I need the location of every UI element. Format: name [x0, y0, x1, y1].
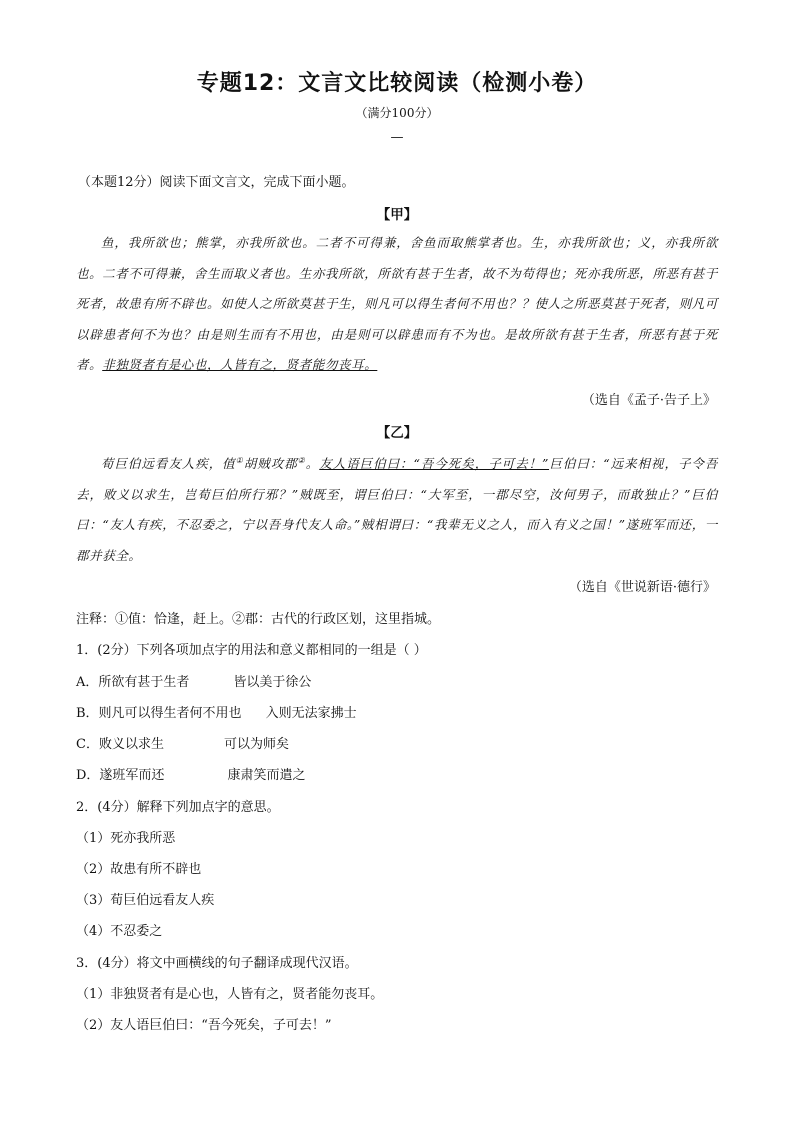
option-text: A．所欲有甚于生者 [76, 675, 190, 690]
q2-item-4: （4）不忍委之 [76, 924, 163, 939]
option-text: D．遂班军而还 [76, 768, 165, 783]
passage-b-part: 。 [305, 456, 320, 472]
option-text: B．则凡可以得生者何不用也 [76, 706, 242, 721]
q1-option-d [76, 764, 305, 783]
full-score: （满分100分） [355, 106, 439, 120]
option-text: C．败义以求生 [76, 737, 164, 752]
q2-item-2: （2）故患有所不辟也 [76, 862, 202, 877]
option-text: 皆以美于徐公 [233, 675, 312, 690]
passage-b-part: 巨伯曰：“远来相视，子令吾去，败义以求生，岂荀巨伯所行邪？”贼既至，谓巨伯曰：“大军至，一郡尽空，汝何男子，而敢独止？”巨伯曰：“友人有疾，不忍委之，宁以吾身代友人命。”贼相谓曰：“我辈无义之人，而入有义之国！”遂班军而还，一郡并获全。 [76, 456, 718, 563]
q2-item-3: （3）荀巨伯远看友人疾 [76, 893, 215, 908]
passage-a-source: （选自《孟子·告子上》 [581, 393, 716, 408]
q3-item-2: （2）友人语巨伯曰：“吾今死矣，子可去！” [76, 1018, 332, 1033]
intro-text: （本题12分）阅读下面文言文，完成下面小题。 [78, 175, 355, 190]
passage-b-part: 荀巨伯远看友人疾，值 [101, 456, 236, 472]
option-text: 康肃笑而遣之 [227, 768, 306, 783]
passage-b-text [76, 446, 718, 571]
q1-option-a [76, 671, 311, 690]
note-marker-2: ② [297, 456, 306, 465]
passage-a-text [76, 228, 718, 381]
q1-option-b [76, 702, 357, 721]
option-text: 入则无法家拂士 [265, 706, 357, 721]
q1-option-c [76, 733, 289, 752]
passage-a-label: 【甲】 [376, 207, 418, 223]
passage-a-body: 鱼，我所欲也；熊掌，亦我所欲也。二者不可得兼，舍鱼而取熊掌者也。生，亦我所欲也；义，亦我所欲也。二者不可得兼，舍生而取义者也。生亦我所欲，所欲有甚于生者，故不为苟得也；死亦我所恶，所恶有甚于死者，故患有所不辟也。如使人之所欲莫甚于生，则凡可以得生者何不用也？？使人之所恶莫甚于死者，则凡可以辟患者何不为也？由是则生而有不用也，由是则可以辟患而有不为也。是故所欲有甚于生者，所恶有甚于死者。 [76, 235, 718, 372]
page-title: 专题12：文言文比较阅读（检测小卷） [196, 71, 598, 96]
q1-stem: 1．(2分）下列各项加点字的用法和意义都相同的一组是（ ） [76, 643, 427, 658]
note-marker-1: ① [235, 456, 244, 465]
passage-b-part: 胡贼攻郡 [243, 456, 298, 472]
q3-item-1: （1）非独贤者有是心也，人皆有之，贤者能勿丧耳。 [76, 987, 384, 1002]
q2-item-1: （1）死亦我所恶 [76, 831, 176, 846]
passage-b-source: （选自《世说新语·德行》 [568, 580, 716, 595]
q3-stem: 3．(4分）将文中画横线的句子翻译成现代汉语。 [76, 956, 358, 971]
title-dash: — [390, 130, 404, 145]
passage-b-label: 【乙】 [376, 425, 418, 441]
q2-stem: 2．(4分）解释下列加点字的意思。 [76, 800, 280, 815]
notes-text: 注释：①值：恰逢，赶上。②郡：古代的行政区划，这里指城。 [76, 612, 441, 627]
passage-b-underlined: 友人语巨伯曰：“吾今死矣，子可去！” [319, 456, 550, 472]
passage-a-underlined: 非独贤者有是心也，人皆有之，贤者能勿丧耳。 [102, 357, 378, 372]
option-text: 可以为师矣 [223, 737, 289, 752]
